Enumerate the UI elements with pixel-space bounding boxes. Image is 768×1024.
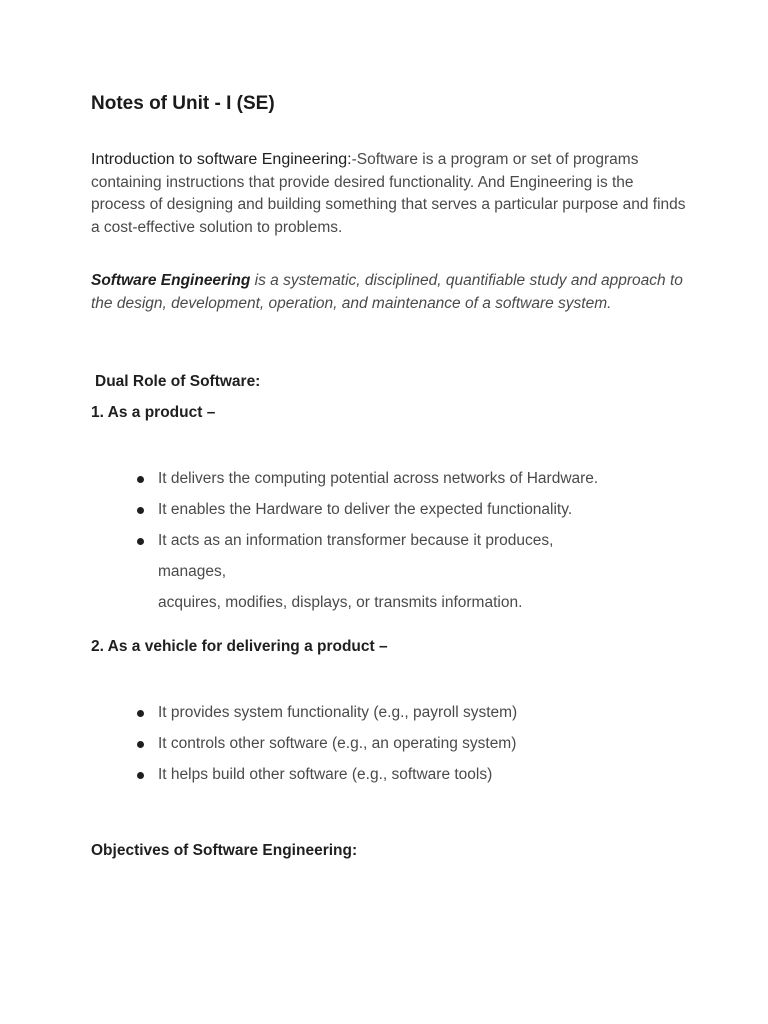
list-item-text: It acts as an information transformer because it produces, manages, [158, 532, 554, 580]
list-item-text: It delivers the computing potential across networks of Hardware. [158, 470, 599, 487]
definition-term: Software Engineering [91, 272, 251, 289]
list-item-text: acquires, modifies, displays, or transmits information. [158, 594, 523, 611]
bullet-icon [137, 476, 144, 483]
list-item-text: It controls other software (e.g., an operating system) [158, 735, 517, 752]
vehicle-heading: 2. As a vehicle for delivering a product – [91, 638, 388, 655]
vehicle-list [0, 697, 620, 790]
objectives-heading: Objectives of Software Engineering: [91, 842, 358, 859]
list-item [0, 728, 620, 759]
list-item [0, 525, 620, 587]
list-item [0, 463, 620, 494]
definition-paragraph [91, 270, 691, 315]
bullet-icon [137, 507, 144, 514]
definition-body: is a systematic, disciplined, quantifiable study and approach to the design, development, operation, and maintenance of a software system. [91, 272, 683, 312]
list-item-continuation [0, 587, 620, 618]
bullet-icon [137, 741, 144, 748]
list-item [0, 759, 620, 790]
intro-lead: Introduction to software Engineering: [91, 151, 352, 168]
list-item-text: It provides system functionality (e.g., payroll system) [158, 704, 518, 721]
page-title: Notes of Unit - I (SE) [91, 93, 275, 114]
dual-role-heading: Dual Role of Software: [95, 373, 261, 390]
list-item [0, 697, 620, 728]
intro-paragraph [91, 149, 691, 239]
bullet-icon [137, 772, 144, 779]
list-item [0, 494, 620, 525]
intro-body: -Software is a program or set of programs containing instructions that provide desired functionality. And Engineering is the process of designing and building something that serves a particular purpose and finds a cost-effective solution to problems. [91, 151, 686, 236]
bullet-icon [137, 538, 144, 545]
product-heading: 1. As a product – [91, 404, 216, 421]
bullet-icon [137, 710, 144, 717]
product-list [0, 463, 620, 618]
list-item-text: It helps build other software (e.g., software tools) [158, 766, 493, 783]
list-item-text: It enables the Hardware to deliver the expected functionality. [158, 501, 573, 518]
